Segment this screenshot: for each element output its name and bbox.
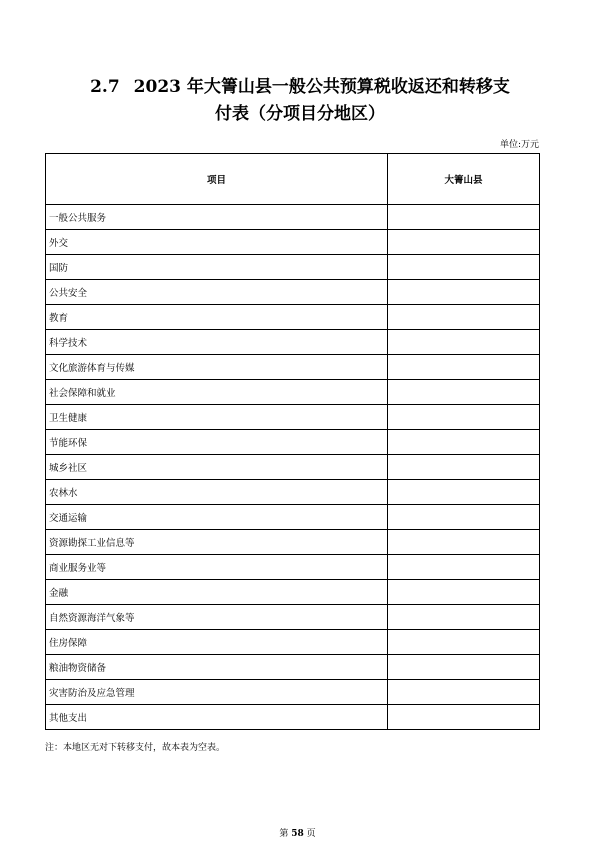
- row-label: 自然资源海洋气象等: [46, 605, 388, 630]
- table-row: [46, 255, 540, 280]
- table-row: [46, 230, 540, 255]
- row-value: [388, 680, 540, 705]
- row-value: [388, 330, 540, 355]
- unit-label: 单位:万元: [499, 140, 539, 150]
- row-label: 社会保障和就业: [46, 380, 388, 405]
- table-row: [46, 680, 540, 705]
- row-label: 节能环保: [46, 430, 388, 455]
- row-label: 外交: [46, 230, 388, 255]
- row-value: [388, 555, 540, 580]
- table-row: [46, 205, 540, 230]
- row-label: 交通运输: [46, 505, 388, 530]
- page-number: [0, 826, 595, 839]
- page-prefix: 第: [279, 829, 289, 839]
- table-row: [46, 555, 540, 580]
- title-line-1: [40, 74, 560, 101]
- row-value: [388, 505, 540, 530]
- row-label: 国防: [46, 255, 388, 280]
- row-label: 城乡社区: [46, 455, 388, 480]
- row-label: 科学技术: [46, 330, 388, 355]
- row-label: 资源勘探工业信息等: [46, 530, 388, 555]
- row-value: [388, 280, 540, 305]
- table-row: [46, 405, 540, 430]
- row-value: [388, 605, 540, 630]
- row-label: 农林水: [46, 480, 388, 505]
- table-row: [46, 330, 540, 355]
- row-value: [388, 580, 540, 605]
- row-label: 金融: [46, 580, 388, 605]
- row-label: 公共安全: [46, 280, 388, 305]
- row-label: 文化旅游体育与传媒: [46, 355, 388, 380]
- row-label: 卫生健康: [46, 405, 388, 430]
- table-body: [46, 205, 540, 730]
- page-title: [40, 74, 560, 128]
- row-value: [388, 480, 540, 505]
- row-value: [388, 655, 540, 680]
- table-row: [46, 455, 540, 480]
- page-suffix: 页: [306, 829, 316, 839]
- row-value: [388, 205, 540, 230]
- row-label: 一般公共服务: [46, 205, 388, 230]
- header-region: 大箐山县: [388, 154, 540, 205]
- row-value: [388, 405, 540, 430]
- row-value: [388, 530, 540, 555]
- row-label: 住房保障: [46, 630, 388, 655]
- table-note: 注：本地区无对下转移支付，故本表为空表。: [45, 743, 226, 753]
- table-row: [46, 280, 540, 305]
- table-row: [46, 305, 540, 330]
- table-row: [46, 480, 540, 505]
- row-value: [388, 380, 540, 405]
- table-row: [46, 630, 540, 655]
- table-row: [46, 355, 540, 380]
- title-text-1: 2023 年大箐山县一般公共预算税收返还和转移支: [133, 77, 510, 97]
- page-number-value: 58: [291, 829, 304, 839]
- table-row: [46, 380, 540, 405]
- table-row: [46, 505, 540, 530]
- row-value: [388, 255, 540, 280]
- header-item: 项目: [46, 154, 388, 205]
- table-row: [46, 655, 540, 680]
- table-row: [46, 530, 540, 555]
- row-label: 商业服务业等: [46, 555, 388, 580]
- row-label: 其他支出: [46, 705, 388, 730]
- table-row: [46, 605, 540, 630]
- table-row: [46, 430, 540, 455]
- table-header-row: [46, 154, 540, 205]
- row-value: [388, 705, 540, 730]
- row-value: [388, 455, 540, 480]
- row-value: [388, 230, 540, 255]
- transfer-table: [45, 153, 540, 730]
- row-value: [388, 630, 540, 655]
- title-line-2: 付表（分项目分地区）: [215, 104, 385, 124]
- row-label: 教育: [46, 305, 388, 330]
- table-row: [46, 580, 540, 605]
- row-value: [388, 430, 540, 455]
- row-label: 粮油物资储备: [46, 655, 388, 680]
- row-value: [388, 305, 540, 330]
- row-label: 灾害防治及应急管理: [46, 680, 388, 705]
- section-number: 2.7: [90, 77, 120, 97]
- row-value: [388, 355, 540, 380]
- table-row: [46, 705, 540, 730]
